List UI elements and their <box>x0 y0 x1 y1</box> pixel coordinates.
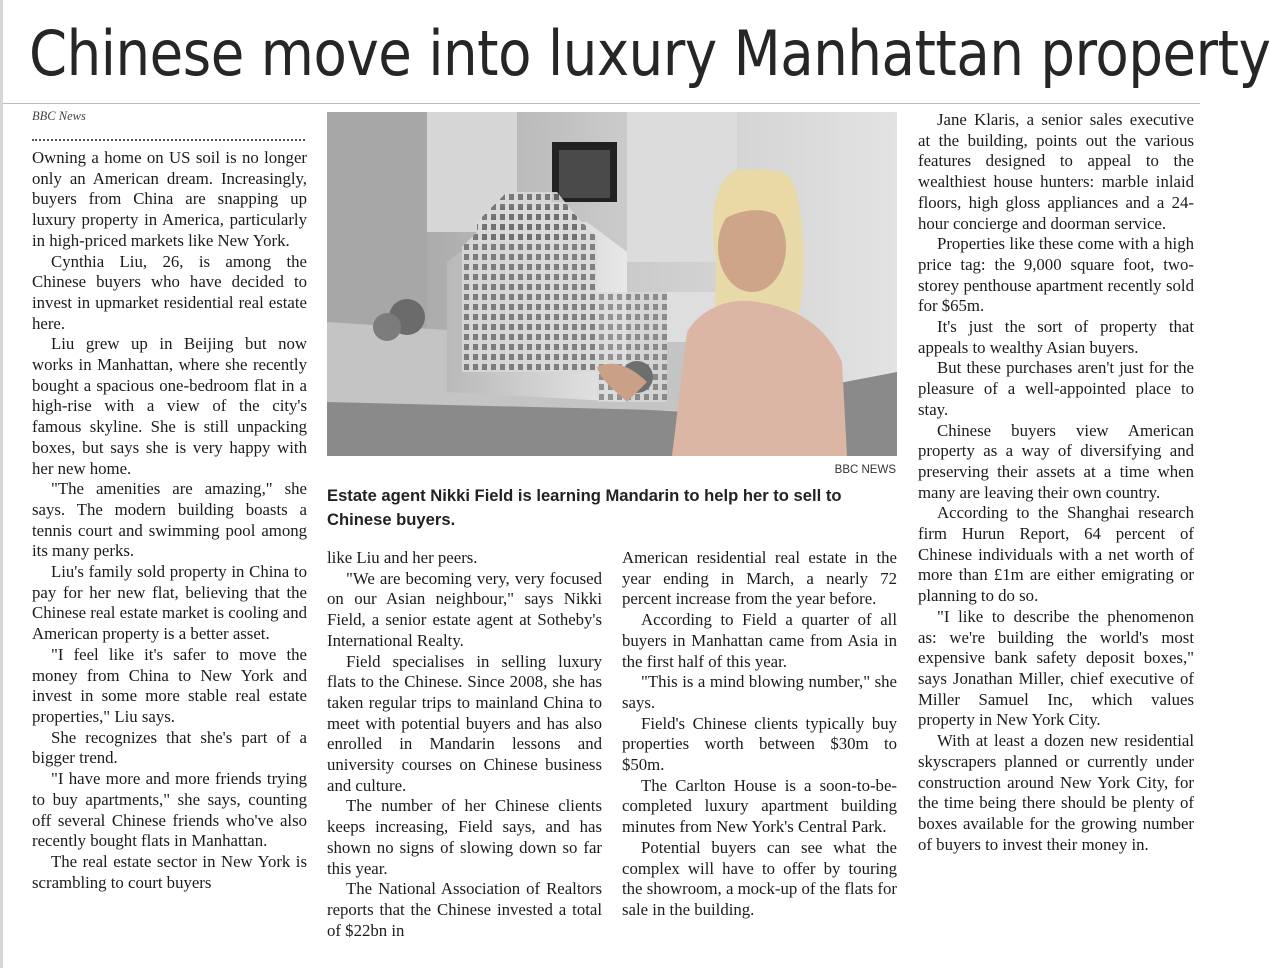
paragraph: According to Field a quarter of all buyers in Manhattan came from Asia in the first half of this year. <box>622 610 897 671</box>
paragraph: "I like to describe the phenomenon as: we're building the world's most expensive bank safety deposit boxes," says Jonathan Miller, chief executive of Miller Samuel Inc, which values property in New York City. <box>918 606 1194 730</box>
paragraph: American residential real estate in the year ending in March, a nearly 72 percent increase from the year before. <box>622 548 897 609</box>
article-column-1 <box>32 148 307 968</box>
article-column-4 <box>918 110 1194 968</box>
paragraph: "I feel like it's safer to move the money from China to New York and invest in some more stable real estate properties," Liu says. <box>32 644 307 726</box>
paragraph: The Carlton House is a soon-to-be-completed luxury apartment building minutes from New York's Central Park. <box>622 775 897 837</box>
dotted-divider <box>32 139 305 141</box>
paragraph: The real estate sector in New York is scrambling to court buyers <box>32 851 307 892</box>
paragraph: The National Association of Realtors reports that the Chinese invested a total of $22bn in <box>327 879 602 940</box>
paragraph: It's just the sort of property that appeals to wealthy Asian buyers. <box>918 317 1194 357</box>
paragraph: "The amenities are amazing," she says. The modern building boasts a tennis court and swimming pool among its many perks. <box>32 479 307 561</box>
paragraph: Jane Klaris, a senior sales executive at the building, points out the various features designed to appeal to the wealthiest house hunters: marble inlaid floors, high gloss appliances and a 24-hour concierge and doorman service. <box>918 110 1194 233</box>
headline-divider <box>3 103 1200 104</box>
paragraph: Potential buyers can see what the complex will have to offer by touring the showroom, a mock-up of the flats for sale in the building. <box>622 837 897 919</box>
paragraph: With at least a dozen new residential skyscrapers planned or currently under construction around New York City, for the time being there should be plenty of boxes available for the growing number of buyers to invest their money in. <box>918 731 1194 854</box>
paragraph: Liu's family sold property in China to pay for her new flat, believing that the Chinese real estate market is cooling and American property is a better asset. <box>32 562 307 644</box>
paragraph: The number of her Chinese clients keeps increasing, Field says, and has shown no signs of slowing down so far this year. <box>327 796 602 878</box>
paragraph: "This is a mind blowing number," she says. <box>622 672 897 712</box>
paragraph: But these purchases aren't just for the pleasure of a well-appointed place to stay. <box>918 358 1194 419</box>
source-label: BBC News <box>32 109 86 123</box>
paragraph: Properties like these come with a high price tag: the 9,000 square foot, two-storey penthouse apartment recently sold for $65m. <box>918 234 1194 316</box>
paragraph: According to the Shanghai research firm Hurun Report, 64 percent of Chinese individuals with a net worth of more than £1m are either emigrating or planning to do so. <box>918 503 1194 606</box>
building-model-photo <box>327 112 897 456</box>
article-photo <box>327 112 897 456</box>
paragraph: Chinese buyers view American property as a way of diversifying and preserving their assets at a time when many are leaving their own country. <box>918 420 1194 502</box>
headline: Chinese move into luxury Manhattan property <box>29 17 1270 90</box>
photo-credit: BBC NEWS <box>834 464 896 476</box>
article-column-2 <box>327 548 602 968</box>
paragraph: Field's Chinese clients typically buy properties worth between $30m to $50m. <box>622 713 897 775</box>
photo-caption: Estate agent Nikki Field is learning Mandarin to help her to sell to Chinese buyers. <box>327 486 842 529</box>
paragraph: Cynthia Liu, 26, is among the Chinese buyers who have decided to invest in upmarket residential real estate here. <box>32 251 307 333</box>
paragraph: Owning a home on US soil is no longer only an American dream. Increasingly, buyers from China are snapping up luxury property in America, particularly in high-priced markets like New York. <box>32 148 307 250</box>
paragraph: "I have more and more friends trying to buy apartments," she says, counting off several Chinese friends who've also recently bought flats in Manhattan. <box>32 769 307 851</box>
paragraph: Field specialises in selling luxury flats to the Chinese. Since 2008, she has taken regular trips to mainland China to meet with potential buyers and has also enrolled in Mandarin lessons and university courses on Chinese business and culture. <box>327 651 602 795</box>
article-column-3 <box>622 548 897 968</box>
paragraph: like Liu and her peers. <box>327 548 478 567</box>
paragraph: "We are becoming very, very focused on our Asian neighbour," says Nikki Field, a senior estate agent at Sotheby's International Realty. <box>327 568 602 650</box>
paragraph: Liu grew up in Beijing but now works in Manhattan, where she recently bought a spacious one-bedroom flat in a high-rise with a view of the city's famous skyline. She is still unpacking boxes, but says she is very happy with her new home. <box>32 334 307 478</box>
paragraph: She recognizes that she's part of a bigger trend. <box>32 727 307 768</box>
